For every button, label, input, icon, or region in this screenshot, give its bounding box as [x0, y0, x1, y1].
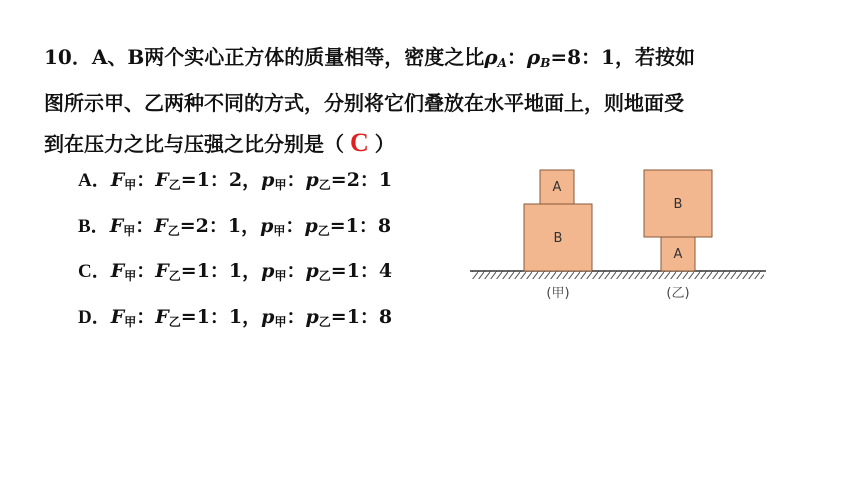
force-symbol: F: [109, 214, 124, 237]
force-symbol: F: [110, 169, 125, 191]
colon: ：: [136, 169, 156, 191]
subscript-jia: 甲: [124, 178, 137, 192]
rho-subscript-b: B: [540, 56, 551, 70]
pressure-ratio: =2：1: [330, 169, 393, 191]
question-text-1: A、B两个实心正方体的质量相等，密度之比: [91, 45, 485, 69]
pressure-symbol: p: [305, 260, 319, 282]
rho-symbol: ρ: [526, 45, 541, 69]
pressure-ratio: =1：4: [330, 260, 393, 282]
pressure-symbol: p: [304, 214, 318, 237]
pressure-ratio: =1：8: [330, 305, 393, 328]
colon: ：: [286, 169, 306, 191]
block-b-label: B: [673, 197, 683, 212]
subscript-jia: 甲: [124, 314, 137, 329]
answer-mark: C: [350, 128, 369, 157]
block-b-label: B: [553, 231, 563, 246]
option-key: D．: [78, 306, 111, 328]
block-a-label: A: [673, 247, 683, 262]
subscript-jia: 甲: [124, 269, 137, 283]
pressure-ratio: =1：8: [329, 214, 392, 237]
pressure-symbol: p: [261, 169, 275, 191]
caption-yi: (乙): [666, 286, 690, 301]
ratio-value: =8：1，若按如: [550, 45, 695, 69]
force-ratio: =1：1，: [180, 305, 262, 328]
colon: ：: [285, 214, 305, 237]
subscript-jia: 甲: [273, 223, 286, 238]
question-line-2: 图所示甲、乙两种不同的方式，分别将它们叠放在水平地面上，则地面受: [44, 91, 684, 115]
closing-paren: ）: [374, 132, 395, 156]
rho-symbol: ρ: [484, 45, 498, 69]
question-stem: [44, 37, 834, 164]
stacking-figure: [460, 160, 780, 310]
ratio-separator: ：: [506, 45, 527, 69]
force-symbol: F: [154, 214, 168, 237]
colon: ：: [286, 260, 306, 282]
force-ratio: =1：1，: [180, 260, 262, 282]
subscript-yi: 乙: [318, 178, 331, 192]
subscript-jia: 甲: [274, 314, 287, 329]
colon: ：: [135, 214, 155, 237]
option-d[interactable]: [78, 297, 392, 343]
colon: ：: [136, 260, 156, 282]
force-ratio: =2：1，: [179, 214, 261, 237]
pressure-symbol: p: [261, 305, 275, 328]
subscript-yi: 乙: [318, 269, 331, 283]
question-number: 10．: [44, 45, 92, 69]
option-c[interactable]: [78, 251, 392, 297]
subscript-yi: 乙: [168, 178, 181, 192]
block-a-label: A: [552, 180, 562, 195]
force-symbol: F: [110, 305, 125, 328]
colon: ：: [136, 305, 156, 328]
question-text-3: 到在压力之比与压强之比分别是（: [44, 132, 344, 156]
pressure-symbol: p: [261, 260, 275, 282]
option-a[interactable]: [78, 160, 392, 206]
pressure-symbol: p: [305, 305, 319, 328]
subscript-yi: 乙: [167, 223, 180, 238]
force-symbol: F: [110, 260, 125, 282]
subscript-yi: 乙: [168, 269, 181, 283]
ground-hatching: [472, 271, 764, 279]
subscript-jia: 甲: [123, 223, 136, 238]
force-symbol: F: [155, 169, 169, 191]
pressure-symbol: p: [260, 214, 274, 237]
question-line-3: [44, 123, 834, 164]
subscript-jia: 甲: [274, 178, 287, 192]
pressure-symbol: p: [305, 169, 319, 191]
question-line-1: [44, 37, 834, 83]
caption-jia: (甲): [546, 286, 570, 301]
subscript-yi: 乙: [318, 314, 331, 329]
rho-subscript-a: A: [497, 56, 507, 70]
subscript-yi: 乙: [168, 314, 181, 329]
subscript-jia: 甲: [274, 269, 287, 283]
force-symbol: F: [155, 260, 169, 282]
option-key: C．: [78, 261, 111, 282]
force-symbol: F: [155, 305, 169, 328]
option-b[interactable]: [78, 206, 392, 252]
answer-options: [78, 160, 392, 342]
option-key: B．: [78, 215, 110, 237]
force-ratio: =1：2，: [180, 169, 262, 191]
option-key: A．: [78, 170, 111, 191]
colon: ：: [286, 305, 306, 328]
subscript-yi: 乙: [317, 223, 330, 238]
